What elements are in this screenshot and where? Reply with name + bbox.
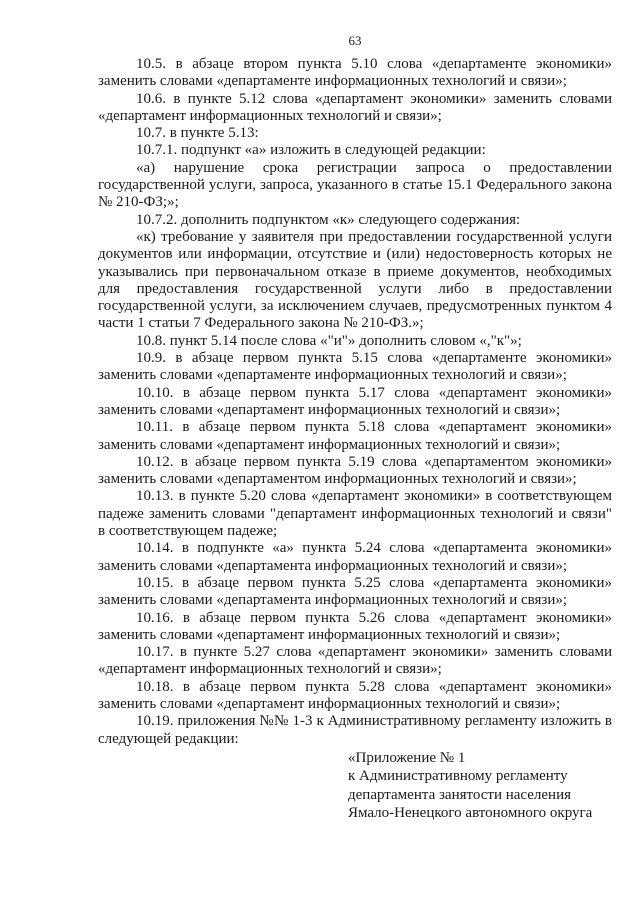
document-body xyxy=(98,56,612,748)
paragraph-10-12: 10.12. в абзаце первом пункта 5.19 слова «департаментом экономики» заменить словами «департаментом информационных технологий и связи»; xyxy=(98,453,612,488)
paragraph-10-8: 10.8. пункт 5.14 после слова «"и"» дополнить словом «,"к"»; xyxy=(136,332,522,349)
paragraph-10-13: 10.13. в пункте 5.20 слова «департамент экономики» в соответствующем падеже заменить словами "департамент информационных технологий и связи" в соответствующем падеже; xyxy=(98,488,612,540)
paragraph-10-7-2: 10.7.2. дополнить подпунктом «к» следующего содержания: xyxy=(136,211,521,228)
paragraph-10-7: 10.7. в пункте 5.13: xyxy=(136,125,259,142)
paragraph-10-9: 10.9. в абзаце первом пункта 5.15 слова «департаменте экономики» заменить словами «департаменте информационных технологий и связи»; xyxy=(98,350,612,384)
paragraph-10-7-1: 10.7.1. подпункт «а» изложить в следующей редакции: xyxy=(136,142,486,159)
paragraph-10-6: 10.6. в пункте 5.12 слова «департамент экономики» заменить словами «департамент информационных технологий и связи»; xyxy=(98,90,612,124)
paragraph-10-15: 10.15. в абзаце первом пункта 5.25 слова «департамента экономики» заменить словами «департамента информационных технологий и связи»; xyxy=(98,574,612,609)
paragraph-10-17: 10.17. в пункте 5.27 слова «департамент экономики» заменить словами «департамент информационных технологий и связи»; xyxy=(98,644,612,678)
page-number: 63 xyxy=(348,33,362,48)
paragraph-10-19: 10.19. приложения №№ 1-3 к Административному регламенту изложить в следующей редакции: xyxy=(98,713,612,747)
paragraph-10-14: 10.14. в подпункте «а» пункта 5.24 слова «департамента экономики» заменить словами «департамента информационных технологий и связи»; xyxy=(98,540,612,574)
paragraph-subpoint-k: «к) требование у заявителя при предоставлении государственной услуги документов или информации, отсутствие и (или) недостоверность которых не указывались при первоначальном отказе в приеме документов, необходимых для предоставления государственной услуги либо в предоставлении государственной услуги, за исключением случаев, предусмотренных пунктом 4 части 1 статьи 7 Федерального закона № 210-ФЗ.»; xyxy=(98,228,612,332)
appendix-region-line: Ямало-Ненецкого автономного округа xyxy=(348,804,593,821)
paragraph-10-10: 10.10. в абзаце первом пункта 5.17 слова «департамент экономики» заменить словами «департамент информационных технологий и связи»; xyxy=(98,384,612,418)
paragraph-10-5: 10.5. в абзаце втором пункта 5.10 слова «департаменте экономики» заменить словами «департаменте информационных технологий и связи»; xyxy=(98,56,612,90)
appendix-reference-line: к Административному регламенту xyxy=(348,768,568,785)
paragraph-10-18: 10.18. в абзаце первом пункта 5.28 слова «департамент экономики» заменить словами «департамент информационных технологий и связи»; xyxy=(98,678,612,712)
paragraph-10-11: 10.11. в абзаце первом пункта 5.18 слова «департамент экономики» заменить словами «департамент информационных технологий и связи»; xyxy=(98,419,612,453)
paragraph-subpoint-a: «а) нарушение срока регистрации запроса о предоставлении государственной услуги, запроса, указанного в статье 15.1 Федерального закона № 210-ФЗ;»; xyxy=(98,159,612,211)
appendix-department-line: департамента занятости населения xyxy=(348,786,572,803)
appendix-header xyxy=(348,749,592,822)
appendix-title: «Приложение № 1 xyxy=(348,750,466,766)
paragraph-10-16: 10.16. в абзаце первом пункта 5.26 слова «департамент экономики» заменить словами «департамент информационных технологий и связи»; xyxy=(98,609,612,643)
